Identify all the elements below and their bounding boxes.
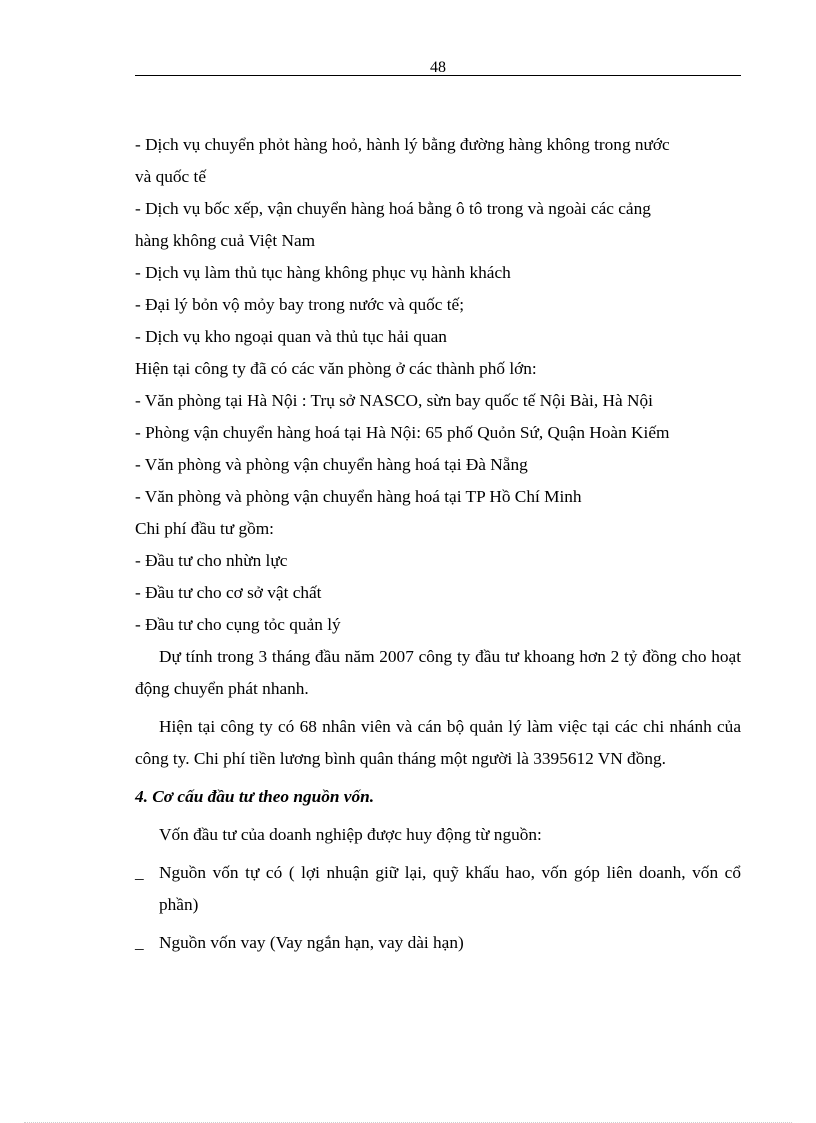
text-line: - Đầu tư cho cụng tỏc quản lý — [135, 615, 341, 634]
list-item-text: Nguồn vốn tự có ( lợi nhuận giữ lại, quỹ khấu hao, vốn góp liên doanh, vốn cổ phần) — [159, 863, 741, 914]
text-line: hàng không cuả Việt Nam — [135, 231, 316, 250]
text-line: Chi phí đầu tư gồm: — [135, 519, 274, 538]
text-line: - Dịch vụ làm thủ tục hàng không phục vụ hành khách — [135, 263, 511, 282]
text-line: - Dịch vụ kho ngoại quan và thủ tục hải quan — [135, 327, 447, 346]
list-item-text: Nguồn vốn vay (Vay ngắn hạn, vay dài hạn) — [159, 933, 464, 952]
list-item-borrowed-capital — [135, 927, 741, 959]
dash-marker: _ — [135, 863, 144, 882]
text-line: - Văn phòng và phòng vận chuyển hàng hoá tại TP Hồ Chí Minh — [135, 487, 582, 506]
list-item-own-capital — [135, 857, 741, 921]
paragraph-investment-estimate: Dự tính trong 3 tháng đầu năm 2007 công ty đầu tư khoang hơn 2 tỷ đồng cho hoạt động chuyển phát nhanh. — [135, 647, 741, 698]
text-line: - Dịch vụ chuyển phỏt hàng hoỏ, hành lý bằng đường hàng không trong nước — [135, 135, 670, 154]
text-line: - Đầu tư cho cơ sở vật chất — [135, 583, 322, 602]
page-number: 48 — [430, 59, 446, 76]
text-line: - Đầu tư cho nhừn lực — [135, 551, 288, 570]
text-line: Hiện tại công ty đã có các văn phòng ở các thành phố lớn: — [135, 359, 537, 378]
paragraph-staff-costs: Hiện tại công ty có 68 nhân viên và cán bộ quản lý làm việc tại các chi nhánh của công ty. Chi phí tiền lương bình quân tháng một người là 3395612 VN đồng. — [135, 717, 741, 768]
header-rule — [135, 75, 741, 76]
dash-marker: _ — [135, 933, 144, 952]
text-line: - Văn phòng tại Hà Nội : Trụ sở NASCO, sừn bay quốc tế Nội Bài, Hà Nội — [135, 391, 653, 410]
text-line: - Phòng vận chuyển hàng hoá tại Hà Nội: 65 phố Quỏn Sứ, Quận Hoàn Kiếm — [135, 423, 670, 442]
text-line: - Đại lý bỏn vộ mỏy bay trong nước và quốc tế; — [135, 295, 465, 314]
text-line: - Dịch vụ bốc xếp, vận chuyển hàng hoá bằng ô tô trong và ngoài các cảng — [135, 199, 651, 218]
document-body — [135, 129, 741, 959]
text-line: - Văn phòng và phòng vận chuyển hàng hoá tại Đà Nẵng — [135, 455, 528, 474]
section-heading: 4. Cơ cấu đầu tư theo nguồn vốn. — [135, 787, 375, 806]
text-line: và quốc tế — [135, 167, 207, 186]
paragraph-capital-sources-intro: Vốn đầu tư của doanh nghiệp được huy động từ nguồn: — [159, 825, 542, 844]
